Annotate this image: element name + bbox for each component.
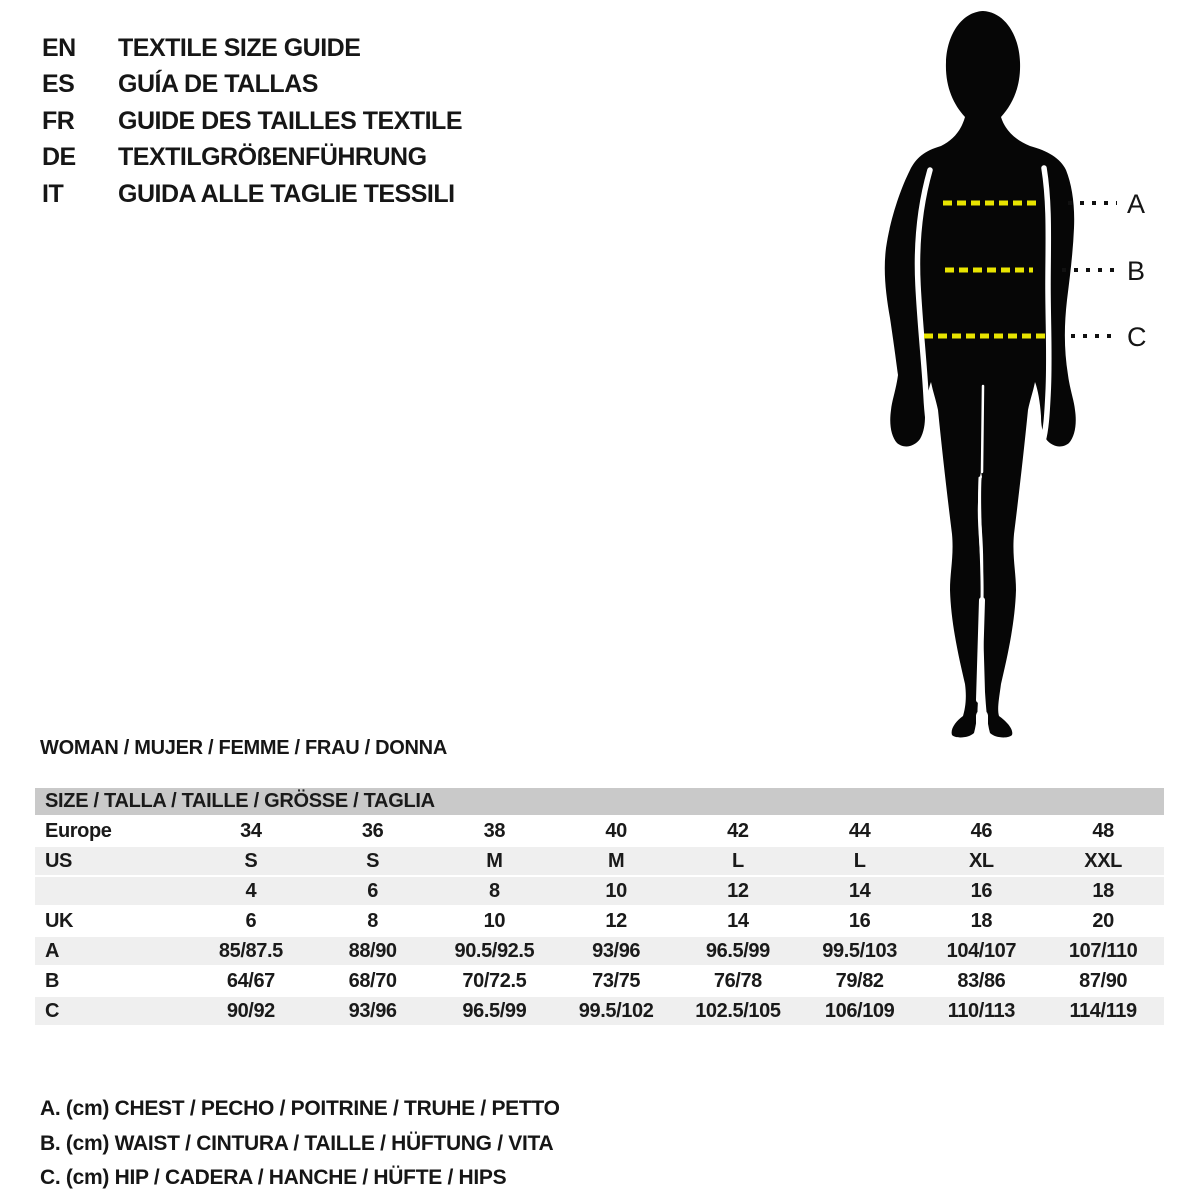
table-cell: 46 bbox=[970, 819, 993, 842]
table-row-us-numeric bbox=[35, 877, 1164, 905]
table-row-chest-A bbox=[35, 937, 1164, 965]
table-cell: M bbox=[434, 847, 556, 875]
language-code: DE bbox=[42, 143, 76, 172]
marker-label-A: A bbox=[1127, 189, 1146, 219]
language-row bbox=[42, 30, 462, 67]
table-cell: 8 bbox=[367, 909, 378, 932]
table-cell: 104/107 bbox=[921, 937, 1043, 965]
language-code: EN bbox=[42, 33, 76, 62]
table-cell: 18 bbox=[970, 909, 993, 932]
language-row bbox=[42, 103, 462, 140]
measurement-legend bbox=[40, 1092, 560, 1196]
row-label: B bbox=[45, 969, 60, 992]
size-table-header: SIZE / TALLA / TAILLE / GRÖSSE / TAGLIA bbox=[35, 788, 1164, 815]
guide-title: TEXTILGRÖßENFÜHRUNG bbox=[118, 143, 427, 172]
table-cell: 99.5/102 bbox=[555, 997, 677, 1025]
table-row-europe bbox=[35, 817, 1164, 845]
language-row bbox=[42, 67, 462, 104]
table-cell: M bbox=[555, 847, 677, 875]
table-cell: 93/96 bbox=[555, 937, 677, 965]
table-cell: XL bbox=[921, 847, 1043, 875]
guide-title: GUIDA ALLE TAGLIE TESSILI bbox=[118, 179, 455, 208]
table-cell: 34 bbox=[240, 819, 262, 842]
table-cell: S bbox=[190, 847, 312, 875]
guide-title: GUIDE DES TAILLES TEXTILE bbox=[118, 106, 463, 135]
table-row-waist-B bbox=[35, 967, 1164, 995]
table-cell: 114/119 bbox=[1042, 997, 1164, 1025]
row-label: US bbox=[35, 847, 190, 875]
legend-line-waist: B. (cm) WAIST / CINTURA / TAILLE / HÜFTUNG / VITA bbox=[40, 1131, 554, 1155]
table-cell: S bbox=[312, 847, 434, 875]
woman-silhouette-svg bbox=[850, 0, 1200, 740]
table-cell: 64/67 bbox=[226, 969, 275, 992]
row-label: C bbox=[35, 997, 190, 1025]
table-cell: 102.5/105 bbox=[677, 997, 799, 1025]
table-cell: 42 bbox=[727, 819, 749, 842]
language-row bbox=[42, 140, 462, 177]
language-row bbox=[42, 176, 462, 213]
table-cell: 10 bbox=[483, 909, 506, 932]
table-cell: 14 bbox=[727, 909, 749, 932]
measurement-figure bbox=[850, 0, 1200, 740]
table-cell: 85/87.5 bbox=[190, 937, 312, 965]
guide-title: TEXTILE SIZE GUIDE bbox=[118, 33, 361, 62]
row-label: A bbox=[35, 937, 190, 965]
table-cell: 79/82 bbox=[835, 969, 884, 992]
legend-line-hip: C. (cm) HIP / CADERA / HANCHE / HÜFTE / HIPS bbox=[40, 1166, 507, 1190]
table-cell: 90.5/92.5 bbox=[434, 937, 556, 965]
table-cell: 48 bbox=[1092, 819, 1114, 842]
table-cell: 90/92 bbox=[190, 997, 312, 1025]
row-label: UK bbox=[45, 909, 74, 932]
table-cell: 110/113 bbox=[921, 997, 1043, 1025]
table-cell: 96.5/99 bbox=[434, 997, 556, 1025]
table-cell: 68/70 bbox=[348, 969, 397, 992]
table-cell: 70/72.5 bbox=[462, 969, 527, 992]
table-cell: 73/75 bbox=[592, 969, 641, 992]
table-cell: 18 bbox=[1042, 877, 1164, 905]
table-cell: 107/110 bbox=[1042, 937, 1164, 965]
row-label: Europe bbox=[45, 819, 112, 842]
table-cell: 6 bbox=[312, 877, 434, 905]
table-cell: 10 bbox=[555, 877, 677, 905]
table-cell: L bbox=[799, 847, 921, 875]
table-cell: 38 bbox=[483, 819, 506, 842]
table-cell: 106/109 bbox=[799, 997, 921, 1025]
table-cell: 12 bbox=[677, 877, 799, 905]
table-row-uk bbox=[35, 907, 1164, 935]
table-cell: 83/86 bbox=[957, 969, 1006, 992]
table-cell: 96.5/99 bbox=[677, 937, 799, 965]
table-cell: 76/78 bbox=[713, 969, 762, 992]
table-cell: 87/90 bbox=[1079, 969, 1128, 992]
table-cell: 40 bbox=[605, 819, 627, 842]
table-cell: 4 bbox=[190, 877, 312, 905]
table-cell: 20 bbox=[1092, 909, 1114, 932]
table-cell: 12 bbox=[605, 909, 627, 932]
size-table-header-row bbox=[35, 788, 1164, 815]
language-title-block bbox=[42, 30, 462, 213]
table-cell: XXL bbox=[1042, 847, 1164, 875]
table-cell: L bbox=[677, 847, 799, 875]
table-cell: 8 bbox=[434, 877, 556, 905]
table-cell: 93/96 bbox=[312, 997, 434, 1025]
table-cell: 16 bbox=[921, 877, 1043, 905]
language-code: ES bbox=[42, 70, 75, 99]
table-cell: 6 bbox=[245, 909, 257, 932]
row-label bbox=[35, 877, 190, 905]
table-cell: 99.5/103 bbox=[799, 937, 921, 965]
table-cell: 16 bbox=[848, 909, 871, 932]
marker-label-B: B bbox=[1127, 256, 1146, 286]
table-row-us bbox=[35, 847, 1164, 875]
language-code: FR bbox=[42, 106, 75, 135]
size-table bbox=[35, 786, 1164, 1027]
table-cell: 36 bbox=[361, 819, 384, 842]
table-row-hip-C bbox=[35, 997, 1164, 1025]
table-cell: 14 bbox=[799, 877, 921, 905]
table-cell: 44 bbox=[848, 819, 871, 842]
legend-line-chest: A. (cm) CHEST / PECHO / POITRINE / TRUHE / PETTO bbox=[40, 1097, 560, 1121]
table-cell: 88/90 bbox=[312, 937, 434, 965]
marker-label-C: C bbox=[1127, 322, 1147, 352]
language-code: IT bbox=[42, 179, 64, 208]
guide-title: GUÍA DE TALLAS bbox=[118, 70, 318, 99]
gender-section-title: WOMAN / MUJER / FEMME / FRAU / DONNA bbox=[40, 737, 447, 759]
